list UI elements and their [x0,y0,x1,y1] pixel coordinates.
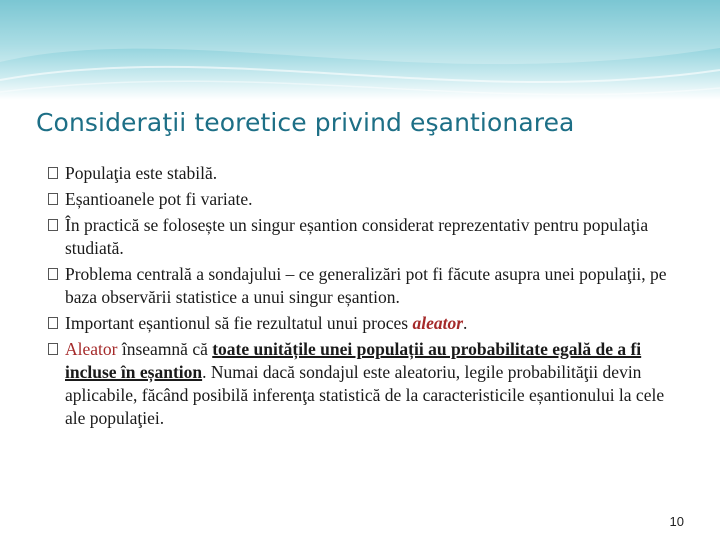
bullet-text-end: . [463,313,468,333]
bullet-item [48,263,688,309]
underlined-definition: toate unitățile unei populații au probabilitate egală de a fi incluse în eșantion [65,339,642,382]
bullet-item [48,214,688,260]
bullet-text: Important eșantionul să fie rezultatul unui proces [65,313,413,333]
emphasis-word: aleator [412,313,464,333]
page-number: 10 [669,514,684,529]
bullet-box-icon [48,343,58,355]
bullet-text: Problema centrală a sondajului – ce generalizări pot fi făcute asupra unei populaţii, pe baza observării statistice a unui singur eșantion. [65,264,667,307]
bullet-box-icon [48,317,58,329]
bullet-list [48,162,688,433]
bullet-text-end: . Numai dacă sondajul este aleatoriu, legile probabilităţii devin aplicabile, făcând posibilă inferenţa statistică de la caracteristicile eșantionului la cele ale populaţiei. [65,362,665,428]
bullet-text: înseamnă că [117,339,213,359]
bullet-text: Populaţia este stabilă. [65,163,218,183]
header-swoosh [0,0,720,110]
bullet-box-icon [48,268,58,280]
bullet-box-icon [48,193,58,205]
bullet-box-icon [48,219,58,231]
bullet-item [48,338,688,430]
bullet-text: În practică se folosește un singur eșantion considerat reprezentativ pentru populaţia studiată. [65,215,649,258]
slide-title: Consideraţii teoretice privind eşantionarea [36,108,575,137]
bullet-item [48,188,688,211]
lead-term: Aleator [65,339,118,359]
bullet-item [48,162,688,185]
bullet-box-icon [48,167,58,179]
bullet-text: Eșantioanele pot fi variate. [65,189,253,209]
bullet-item [48,312,688,335]
